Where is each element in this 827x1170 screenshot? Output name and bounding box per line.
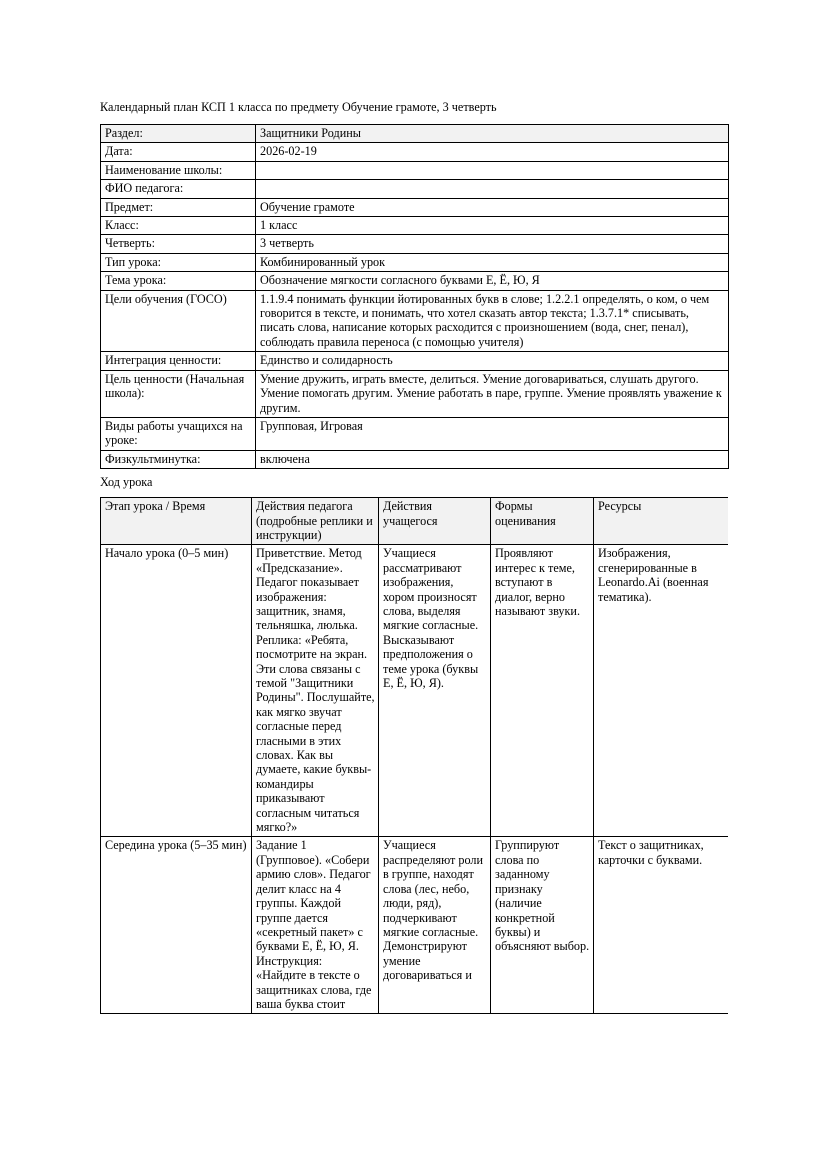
table-row xyxy=(101,253,729,271)
info-label-cell: Виды работы учащихся на уроке: xyxy=(101,417,256,450)
info-value-cell: Комбинированный урок xyxy=(256,253,729,271)
info-value-cell: включена xyxy=(256,450,729,468)
lesson-flow-header xyxy=(101,498,729,545)
table-row xyxy=(101,417,729,450)
teacher-actions-cell: Приветствие. Метод «Предсказание». Педагог показывает изображения: защитник, знамя, тельняшка, люлька. Реплика: «Ребята, посмотрите на экран. Эти слова связаны с темой "Защитники Родины". Послушайте, как мягко звучат согласные перед гласными в этих словах. Как вы думаете, какие буквы-командиры приказывают согласным читаться мягко?» xyxy=(252,545,379,837)
table-row xyxy=(101,290,729,352)
table-row xyxy=(101,450,729,468)
table-row xyxy=(101,125,729,143)
table-row xyxy=(101,235,729,253)
info-label-cell: Физкультминутка: xyxy=(101,450,256,468)
table-row xyxy=(101,180,729,198)
assessment-cell: Группируют слова по заданному признаку (наличие конкретной буквы) и объясняют выбор. xyxy=(491,837,594,1014)
col-stage: Этап урока / Время xyxy=(101,498,252,545)
assessment-cell: Проявляют интерес к теме, вступают в диалог, верно называют звуки. xyxy=(491,545,594,837)
info-label-cell: ФИО педагога: xyxy=(101,180,256,198)
resources-cell: Текст о защитниках, карточки с буквами. xyxy=(594,837,729,1014)
lesson-flow-body xyxy=(101,545,729,1014)
col-resources: Ресурсы xyxy=(594,498,729,545)
info-label-cell: Четверть: xyxy=(101,235,256,253)
info-value-cell: 3 четверть xyxy=(256,235,729,253)
info-value-cell: 1 класс xyxy=(256,217,729,235)
info-value-cell: 1.1.9.4 понимать функции йотированных букв в слове; 1.2.2.1 определять, о ком, о чем говорится в тексте, и понимать, что хотел сказать автор текста; 1.3.7.1* списывать, писать слова, написание которых расходится с произношением (вода, снег, пенал), соблюдать правила переноса (с помощью учителя) xyxy=(256,290,729,352)
resources-cell: Изображения, сгенерированные в Leonardo.Ai (военная тематика). xyxy=(594,545,729,837)
table-row xyxy=(101,143,729,161)
info-label-cell: Тип урока: xyxy=(101,253,256,271)
stage-cell: Начало урока (0–5 мин) xyxy=(101,545,252,837)
info-value-cell: Обучение грамоте xyxy=(256,198,729,216)
student-actions-cell: Учащиеся рассматривают изображения, хором произносят слова, выделяя мягкие согласные. Высказывают предположения о теме урока (буквы Е, Ё, Ю, Я). xyxy=(379,545,491,837)
lesson-flow-heading: Ход урока xyxy=(100,475,153,490)
table-header-row xyxy=(101,498,729,545)
info-label-cell: Интеграция ценности: xyxy=(101,352,256,370)
col-student-actions: Действия учащегося xyxy=(379,498,491,545)
table-row xyxy=(101,217,729,235)
col-assessment: Формы оценивания xyxy=(491,498,594,545)
page-title: Календарный план КСП 1 класса по предмету Обучение грамоте, 3 четверть xyxy=(100,100,497,114)
lesson-info-table xyxy=(100,124,729,469)
info-value-cell xyxy=(256,180,729,198)
col-teacher-actions: Действия педагога (подробные реплики и инструкции) xyxy=(252,498,379,545)
lesson-info-body xyxy=(101,125,729,469)
table-row xyxy=(101,370,729,417)
info-value-cell: Единство и солидарность xyxy=(256,352,729,370)
lesson-flow-clip xyxy=(100,497,728,1014)
info-label-cell: Предмет: xyxy=(101,198,256,216)
info-value-cell: Групповая, Игровая xyxy=(256,417,729,450)
info-label-cell: Дата: xyxy=(101,143,256,161)
stage-cell: Середина урока (5–35 мин) xyxy=(101,837,252,1014)
table-row xyxy=(101,837,729,1014)
info-value-cell: Умение дружить, играть вместе, делиться. Умение договариваться, слушать другого. Умение помогать другим. Умение работать в паре, группе. Умение проявлять уважение к другим. xyxy=(256,370,729,417)
info-label-cell: Цели обучения (ГОСО) xyxy=(101,290,256,352)
table-row xyxy=(101,161,729,179)
lesson-flow-table xyxy=(100,497,728,1014)
info-value-cell: Защитники Родины xyxy=(256,125,729,143)
teacher-actions-cell: Задание 1 (Групповое). «Собери армию слов». Педагог делит класс на 4 группы. Каждой группе дается «секретный пакет» с буквами Е, Ё, Ю, Я. Инструкция: «Найдите в тексте о защитниках слова, где ваша буква стоит xyxy=(252,837,379,1014)
table-row xyxy=(101,545,729,837)
table-row xyxy=(101,272,729,290)
student-actions-cell: Учащиеся распределяют роли в группе, находят слова (лес, небо, люди, ряд), подчеркивают мягкие согласные. Демонстрируют умение договариваться и xyxy=(379,837,491,1014)
info-label-cell: Цель ценности (Начальная школа): xyxy=(101,370,256,417)
info-value-cell xyxy=(256,161,729,179)
info-value-cell: 2026-02-19 xyxy=(256,143,729,161)
info-label-cell: Класс: xyxy=(101,217,256,235)
table-row xyxy=(101,198,729,216)
info-label-cell: Наименование школы: xyxy=(101,161,256,179)
info-label-cell: Раздел: xyxy=(101,125,256,143)
table-row xyxy=(101,352,729,370)
info-label-cell: Тема урока: xyxy=(101,272,256,290)
info-value-cell: Обозначение мягкости согласного буквами Е, Ё, Ю, Я xyxy=(256,272,729,290)
